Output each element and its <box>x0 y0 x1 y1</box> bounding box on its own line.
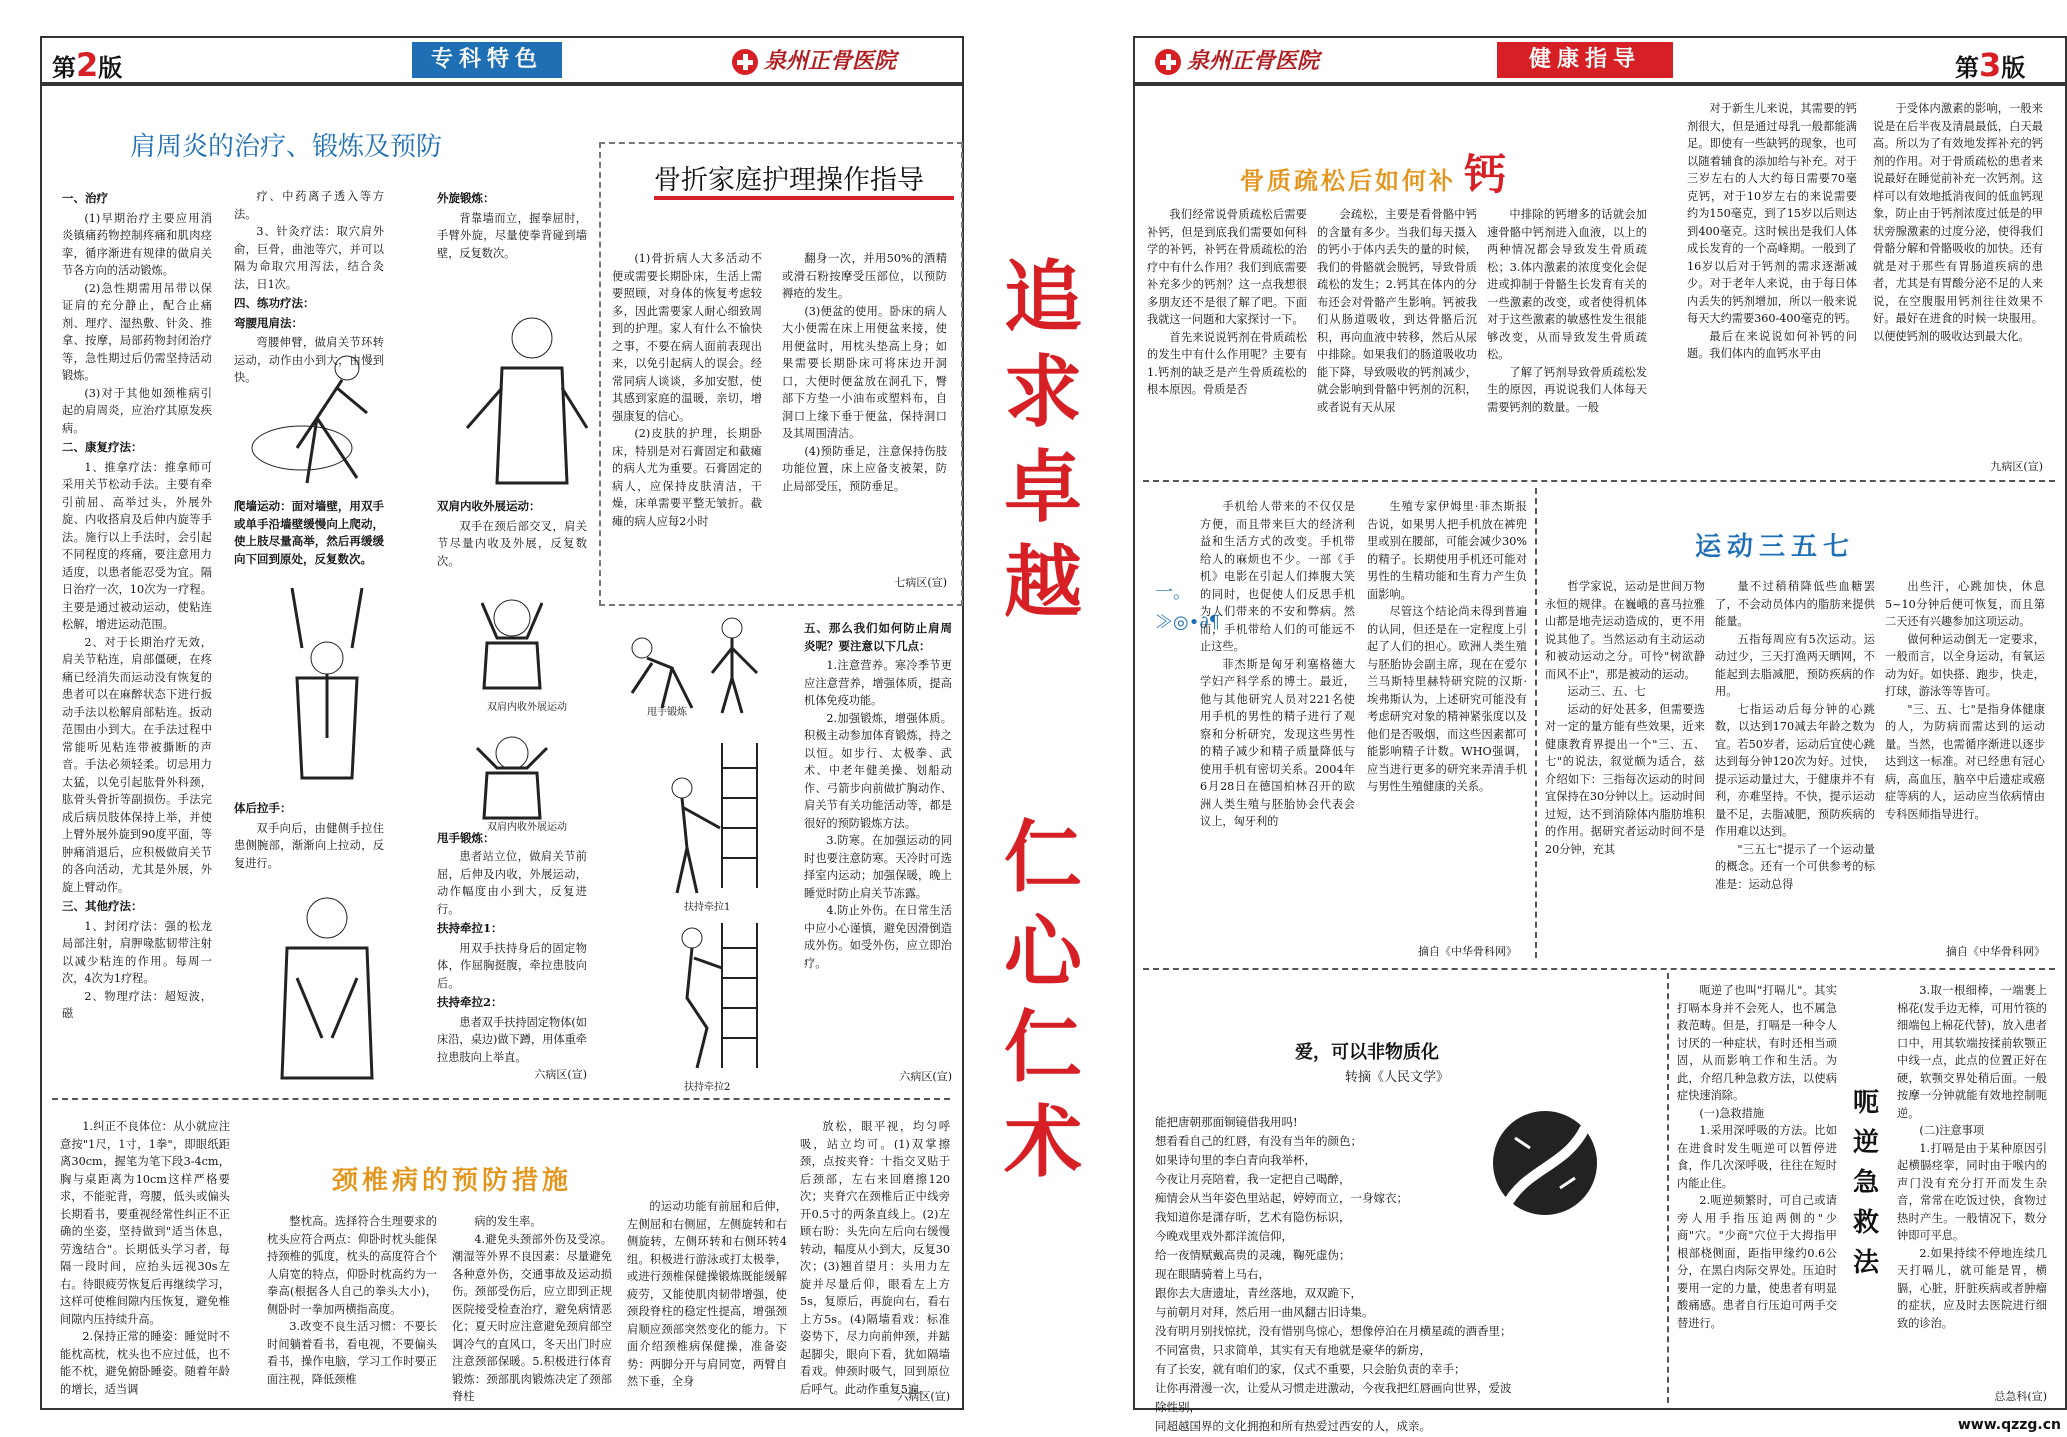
column-title: 健康指导 <box>1497 42 1673 78</box>
subheading: 三、其他疗法： <box>62 899 143 913</box>
fracture-col-1: (1)骨折病人大多活动不便或需要长期卧床，生活上需要照顾，对身体的恢复考虑较多，因此需要家人耐心细致周到的护理。家人有什么不愉快之事，不要在病人面前表现出来，以免引起病人的误会。经常同病人谈谈，多加安慰，使其感到家庭的温暖，亲切，增强康复的信心。 (2)皮肤的护理，长期卧床，特别是对石膏固定和截瘫的病人尤为重要。石膏固定的病人，应保持皮肤清洁，干燥，床单需要平整无皱折。截瘫的病人应每2小时 <box>612 252 762 528</box>
exercise-col-2: 量不过稍稍降低些血糖罢了，不会动员体内的脂肪来提供能量。 五指每周应有5次运动。运动过少，三天打渔两天晒网，不能起到去脂减肥，预防疾病的作用。 七指运动后每分钟的心跳数，以达到170减去年龄之数为宜。若50岁者，运动后宜使心跳达到每分钟120次为好。过快，提示运动量过大，于健康并不有利，亦难坚持。不快，提示运动量不足，去脂减肥，预防疾病的作用难以达到。 "三五七"提示了一个运动量的概念。还有一个可供参考的标准是：运动总得 <box>1715 580 1875 891</box>
fracture-col-2: 翻身一次，并用50%的酒精或滑石粉按摩受压部位，以预防褥疮的发生。 (3)便盆的使用。卧床的病人大小便需在床上用便盆来接，使用便盆时，用枕头垫高上身；如果需要长期卧床可将床边开洞口，大便时便盆放在洞孔下，臀部下方垫一小油布或塑料布，自洞口上缘下垂于便盆，保持洞口及其周围清洁。 (4)预防垂足，注意保持伤肢功能位置，床上应备支被架，防止局部受压，预防垂足。 <box>782 252 947 493</box>
calcium-col-1: 我们经常说骨质疏松后需要补钙，但是到底我们需要如何科学的补钙，补钙在骨质疏松的治疗中有什么作用？我们到底需要补充多少的钙剂？这一点我想很多朋友还不是很了解了吧。下面我就这一问题和大家探讨一下。 首先来说说钙剂在骨质疏松的发生中有什么作用呢？主要有1.钙剂的缺乏是产生骨质疏松的根本原因。骨质是否 <box>1147 208 1307 396</box>
behind-back-figure <box>262 888 392 1088</box>
shoulder-col-2 <box>234 188 384 384</box>
calcium-col-3: 中排除的钙增多的话就会加速骨骼中钙剂进入血液，以上的两种情况都会导致发生骨质疏松；3.体内激素的浓度变化会促进或抑制于骨骼生长发育有关的一些激素的改变，或者使得机体对于这些激素的敏感性发生很能够改变，从而导致发生骨质疏松。 了解了钙剂导致骨质疏松发生的原因，再说说我们人体每天需要钙剂的数量。一般 <box>1487 208 1647 414</box>
paragraph: 患者站立位，做肩关节前屈，后伸及内收，外展运动，动作幅度由小到大，反复进行。 <box>437 850 587 916</box>
subheading: 弯腰甩肩法： <box>234 315 303 330</box>
cervical-title: 颈椎病的预防措施 <box>332 1166 573 1196</box>
edition-label: 第2版 <box>52 46 123 84</box>
paragraph: 3、针灸疗法：取穴肩外俞，巨骨，曲池等穴，并可以隔为命取穴用泻法，结合灸法，日1次。 <box>234 225 384 291</box>
external-rotation-figure <box>462 308 592 488</box>
red-cross-icon <box>1155 49 1181 75</box>
cervical-col-3: 病的发生率。 4.避免头颈部外伤及受凉。潮湿等外界不良因素：尽量避免各种意外伤，交通事故及运动损伤。颈部受伤后，应立即到正规医院接受检查治疗，避免病情恶化；夏天时应注意避免颈肩部空调冷气的直风口，冬天出门时应注意颈部保暖。5.积极进行体育锻炼：颈部肌肉锻炼决定了颈部脊柱 <box>452 1215 612 1403</box>
wall-climb-figure <box>272 578 382 788</box>
paragraph: 患者双手扶持固定物体(如床沿，桌边)做下蹲，用体重牵拉患肢向上举直。 <box>437 1015 587 1064</box>
bend-swing-figure <box>247 338 387 488</box>
pull-1-figure <box>652 738 762 898</box>
shoulder-col-1 <box>62 188 212 1093</box>
poem-line: 跟你去大唐遗址，青丝落地，双双跪下， <box>1155 1286 1362 1300</box>
poem-line: 能把唐朝那面铜镜借我用吗! <box>1155 1115 1298 1129</box>
paragraph: 2、对于长期治疗无效，肩关节粘连，肩部僵硬，在疼痛已经消失而运动没有恢复的患者可以在麻醉状态下进行扳动手法以松解肩部粘连。扳动范围由小到大。在手法过程中常能听见粘连带被撕断的声音。手法必须轻柔。切忌用力太猛，以免引起肱骨外科颈，肱骨头骨折等副损伤。手法完成后病员肢体保持上举，并使上臂外展外旋到90度平面，等肿痛消退后，应积极做肩关节的各向活动，尤其是外展，外旋上臂动作。 <box>62 635 212 894</box>
calcium-col-2: 会疏松，主要是看骨骼中钙的含量有多少。当我们每天摄入的钙小于体内丢失的量的时候，我们的骨骼就会脱钙，导致骨质疏松的发生；2.钙其在体内的分布还会对骨骼产生影响。钙被我们从肠道吸收，到达骨骼后沉积，再向血液中转移，然后从尿中排除。如果我们的肠道吸收功能下降，导致吸收的钙剂减少，就会影响到骨骼中钙剂的沉积，或者说有天从尿 <box>1317 208 1477 414</box>
divider-2 <box>1535 488 1537 958</box>
poem-line: 给一夜情赋戴高贵的灵魂，鞠死虚伪； <box>1155 1248 1351 1262</box>
website-watermark: www.qzzg.cn <box>1957 1417 2061 1433</box>
hiccup-source: 总急科(宣) <box>1994 1390 2047 1403</box>
poem-line: 想看看自己的红唇，有没有当年的颜色； <box>1155 1134 1362 1148</box>
divider-4 <box>1667 973 1669 1403</box>
poem-line: 让你再滑漫一次，让爱从习惯走进激动，今夜我把红唇画向世界，爱波除性别， <box>1155 1381 1512 1414</box>
paragraph: 弯腰伸臂，做肩关节环转运动，动作由小到大，由慢到快。 <box>234 336 384 384</box>
page-2-header <box>42 38 962 86</box>
paragraph: 背靠墙而立，握拳屈肘，手臂外旋，尽量使拳背碰到墙壁，反复数次。 <box>437 211 587 260</box>
motto-line-2: 仁心仁术 <box>1003 812 1082 1188</box>
subheading: 双肩内收外展运动： <box>437 499 541 513</box>
subheading: 体后拉手： <box>234 801 292 815</box>
paragraph: 双手在颈后部交叉，肩关节尽量内收及外展，反复数次。 <box>437 519 587 568</box>
shoulder-col-3b <box>437 496 587 576</box>
exercise-col-3: 出些汗，心跳加快，休息5~10分钟后便可恢复，而且第二天还有兴趣参加这项运动。 做何种运动倒无一定要求，一般而言，以全身运动，有氧运动为好。如快搽、跑步，快走，打球，游泳等等皆可。 "三、五、七"是指身体健康的人，为防病而需达到的运动量。当然，也需循序渐进以逐步达到这一标准。对已经患有冠心病，高血压，脑卒中后遗症或癌症等病的人，运动应当依病情由专科医师指导进行。 <box>1885 580 2045 821</box>
subheading: 爬墙运动：面对墙壁，用双手或单手沿墙壁缓慢向上爬动，使上肢尽量高举，然后再缓缓向下回到原处，反复数次。 <box>234 499 384 566</box>
paragraph: 用双手扶持身后的固定物体，作屈胸挺腹，牵拉患肢向后。 <box>437 941 587 990</box>
section-divider <box>52 1098 950 1100</box>
cervical-source: 六病区(宣) <box>897 1390 950 1403</box>
exercise-source: 摘自《中华骨科网》 <box>1946 945 2045 958</box>
motto-line-1: 追求卓越 <box>1003 252 1082 628</box>
shoulder-adduction-figure <box>442 578 582 688</box>
subheading: 扶持牵拉1： <box>437 921 503 935</box>
pull-2-figure <box>652 918 762 1078</box>
fracture-title-rule <box>654 196 954 200</box>
subheading: 四、练功疗法： <box>234 296 315 310</box>
phone-side-decoration: 一。≫◎•∂¶ <box>1155 582 1221 633</box>
shoulder-col-3c <box>437 848 587 1081</box>
shoulder-adduction-figure-2 <box>442 718 582 818</box>
red-cross-icon <box>732 49 758 75</box>
phone-source: 摘自《中华骨科网》 <box>1418 945 1517 958</box>
subheading: 外旋锻炼： <box>437 191 495 205</box>
caption-adduction: 双肩内收外展运动 <box>487 702 567 713</box>
shoulder-col-2b <box>234 496 384 566</box>
poem-line: 痴情会从当年姿色里站起，婷婷而立，一身嫁衣； <box>1155 1191 1408 1205</box>
exercise-title: 运动三五七 <box>1695 532 1856 562</box>
hospital-logo: 泉州正骨医院 <box>1155 44 1319 75</box>
swing-label: 甩手锻炼： <box>437 831 495 845</box>
poem-line: 如果诗句里的李白青向我举杯， <box>1155 1153 1316 1167</box>
cervical-col-4: 的运动功能有前屈和后伸，左侧屈和右侧屈，左侧旋转和右侧旋转，左侧环转和右侧环转4组。积极进行游泳或打太极拳，或进行颈椎保健操锻炼既能缓解疲劳，又能使肌肉韧带增强，使颈段脊柱的稳定性提高，增强颈肩顺应颈部突然变化的能力。下面介绍颈椎病保健操，准备姿势：两脚分开与肩同宽，两臂自然下垂，全身 <box>627 1200 787 1388</box>
hospital-logo: 泉州正骨医院 <box>732 44 896 75</box>
poem-title: 爱，可以非物质化 <box>1295 1042 1439 1063</box>
fracture-source: 七病区(宣) <box>894 576 947 589</box>
subheading: 扶持牵拉2： <box>437 995 503 1009</box>
paragraph: 2、物理疗法：超短波，磁 <box>62 989 212 1020</box>
prevention-source: 六病区(宣) <box>899 1070 952 1083</box>
shoulder-col-2c <box>234 798 384 878</box>
divider-3 <box>1143 968 2055 970</box>
hiccup-title: 呃逆急救法 <box>1853 1088 1880 1278</box>
phone-col-2: 生殖专家伊姆里·菲杰斯报告说，如果男人把手机放在裤兜里或别在腰部，可能会减少30%的精子。长期使用手机还可能对男性的生精功能和生育力产生负面影响。 尽管这个结论尚未得到普遍的认同，但还是在一定程度上引起了人们的担心。欧洲人类生殖与胚胎协会副主席，现在在爱尔兰马斯特里赫特研究院的汉斯·埃弗斯认为，上述研究可能没有考虑研究对象的精神紧张度以及他们是否吸烟，而这些因素都可能影响精子计数。WHO强调，应当进行更多的研究来弄清手机与男性生殖健康的关系。 <box>1367 500 1527 793</box>
paragraph: 1、封闭疗法：强的松龙局部注射，肩胛喙肱韧带注射以减少粘连的作用。每周一次，4次为1疗程。 <box>62 919 212 985</box>
shoulder-title: 肩周炎的治疗、锻炼及预防 <box>130 132 443 162</box>
hiccup-col-2: 3.取一根细棒，一端裹上棉花(发手边无棒，可用竹筷的细端包上棉花代替)，放入患者口中，用其软端按揉前软颚正中线一点，此点的位置正好在硬，软颚交界处稍后面。一般按摩一分钟就能有效地控制呃逆。 (二)注意事项 1.打嗝是由于某种原因引起横膈痉挛，同时由于喉内的声门没有充分打开而发生杂音，常常在吃饭过快，食物过热时产生。一般情况下，数分钟即可平息。 2.如果持续不停地连续几天打嗝儿，就可能是胃，横膈，心脏，肝脏疾病或者肿瘤的症状，应及时去医院进行细致的诊治。 <box>1897 984 2047 1330</box>
calcium-title: 骨质疏松后如何补 钙 <box>1240 150 1510 199</box>
calcium-col-5: 于受体内激素的影响，一般来说是在后半夜及清晨最低，白天最高。所以为了有效地发挥补充的钙剂的作用。对于骨质疏松的患者来说最好在睡觉前补充一次钙剂。这样可以有效地抵消夜间的低血钙现象，防止由于钙剂浓度过低是的甲状旁腺激素的过度分泌，使得我们骨骼分解和骨骼吸收的加快。还有就是对于那些有胃肠道疾病的患者，尤其是有胃酸分泌不足的人来说，在空腹服用钙剂往往效果不好。最好在进食的时候一块服用。以便使钙剂的吸收达到最大化。 <box>1873 102 2043 343</box>
poem-line: 有了长安，就有咱们的家，仅式不重要，只会胎负责的幸手； <box>1155 1362 1466 1376</box>
poem-line: 今晚戏里戏外都洋流信仰， <box>1155 1229 1293 1243</box>
poem-line: 不同富贵，只求简单，其实有天有地就是豪华的新房， <box>1155 1343 1431 1357</box>
page-3-header <box>1135 38 2065 86</box>
poem-line: 我知道你是潇存昕，艺术有隐伤标识， <box>1155 1210 1351 1224</box>
paragraph: 疗、中药离子透入等方法。 <box>234 190 384 221</box>
paragraph: 1、推拿疗法：推拿师可采用关节松动手法。主要有牵引前屈、高举过头，外展外旋、内收搭肩及后伸内旋等手法。施行以上手法时，会引起不同程度的疼痛，要注意用力适度，以患者能忍受为宜。隔日治疗一次，10次为一疗程。主要是通过被动运动，使粘连松解，增进运动范围。 <box>62 460 212 631</box>
paragraph: (3)对于其他如颈椎病引起的肩周炎，应治疗其原发疾病。 <box>62 386 212 435</box>
cervical-col-5: 放松，眼平视，均匀呼吸，站立均可。(1)双掌擦颈，点按夹脊：十指交叉贴于后颈部，左右来回磨擦120次；夹脊穴在颈椎后正中线旁开0.5寸的两条直线上。(2)左顾右盼：头先向左后向右缓慢转动，幅度从小到大，反复30次；(3)翘首望月：头用力左旋并尽量后仰，眼看左上方5s，复原后，再旋向右，看右上方5s。(4)隔墙看戏：标准姿势下，尽力向前伸颈，并踮起脚尖，眼向下看，犹如隔墙看戏。伸颈时吸气，回到原位后呼气。此动作重复5遍。 <box>800 1120 950 1396</box>
paragraph: (2)急性期需用吊带以保证肩的充分静止，配合止痛剂、理疗、湿热敷、针灸、推拿、按摩，局部药物封闭治疗等，急性期过后仍需坚持活动锻炼。 <box>62 281 212 382</box>
edition-label: 第3版 <box>1955 46 2026 84</box>
poem-line: 今夜让月亮陪着，我一定把自己喝醉， <box>1155 1172 1351 1186</box>
poem-line: 没有明月别找惊扰，没有惜别鸟惊心，想像停泊在月横星疏的酒香里； <box>1155 1324 1512 1338</box>
poem-subtitle: 转摘《人民文学》 <box>1345 1070 1450 1085</box>
caption-adduction-2: 双肩内收外展运动 <box>487 822 567 833</box>
shoulder-source: 六病区(宣) <box>534 1068 587 1081</box>
poem-line: 与前朝月对拜，然后用一曲风翻古旧诗集。 <box>1155 1305 1374 1319</box>
prevention-col: 五、那么我们如何防止肩周炎呢？要注意以下几点： 1.注意营养。寒冷季节更应注意营养，增强体质，提高机体免疫功能。 2.加强锻炼，增强体质。积极主动参加体育锻炼，持之以恒。如步行、太极拳、武术、中老年健美操、划船动作、弓箭步向前做扩胸动作、肩关节有关功能活动等，都是很好的预防锻炼方法。 3.防寒。在加强运动的同时也要注意防寒。天冷时可选择室内运动；加强保暖，晚上睡觉时防止肩关节冻露。 4.防止外伤。在日常生活中应小心谨慎，避免因滑倒造成外伤。如受外伤，应立即治疗。 <box>804 621 952 970</box>
calcium-col-4: 对于新生儿来说，其需要的钙剂很大，但是通过母乳一般都能满足。即使有一些缺钙的现象，也可以随着辅食的添加给与补充。对于三岁左右的人大约每日需要70毫克钙，对于10岁左右的来说需要约为150毫克，到了15岁以后则达到400毫克。这时候出是我们人体成长发育的一个高峰期。一般到了16岁以后对于钙剂的需求逐渐减少。对于老年人来说，由于每日体内丢失的钙剂增加，所以一般来说每天大约需要360-400毫克的钙。 最后在来说说如何补钙的问题。我们体内的血钙水平由 <box>1687 102 1857 360</box>
hiccup-col-1: 呃逆了也叫"打嗝儿"。其实打嗝本身并不会死人，也不属急救范畴。但是，打嗝是一种令人讨厌的一种症状，有时还相当顽固，从而影响工作和生活。为此，介绍几种急救方法，以使病症快速消除。 (一)急救措施 1.采用深呼吸的方法。比如在进食时发生呃逆可以暂停进食，作几次深呼吸，往往在短时内能止住。 2.呃逆频繁时，可自己或请旁人用手指压迫两侧的"少商"穴。"少商"穴位于大拇指甲根部桡侧面，距指甲缘约0.6公分，在黑白肉际交界处。压迫时要用一定的力量，使患者有明显酸痛感。患者自行压迫可两手交替进行。 <box>1677 984 1837 1330</box>
poem-line: 现在眼睛骑着上马右， <box>1155 1267 1270 1281</box>
caption-pull-2: 扶持牵拉2 <box>684 1082 731 1093</box>
calcium-source: 九病区(宣) <box>1990 460 2043 473</box>
subheading: 二、康复疗法： <box>62 440 143 454</box>
cervical-col-1: 1.纠正不良体位：从小就应注意按"1尺，1寸，1拳"，即眼纸距离30cm，握笔为笔下段3-4cm，胸与桌距离为10cm这样严格要求，不能驼背，弯腰，低头或偏头长期看书，要重视经常性纠正不正确的坐姿，坚持做到"适当休息，劳逸结合"。长期低头学习者，每隔一段时间，应抬头远视30s左右。待眼疲劳恢复后再继续学习，这样可使椎间隙内压恢复，避免椎间隙内压持续升高。 2.保持正常的睡姿：睡觉时不能枕高枕，枕头也不应过低，也不能不枕，避免俯卧睡姿。随着年龄的增长，适当调 <box>60 1120 230 1396</box>
poem-body <box>1155 1113 1515 1436</box>
poem-line: 同超越国界的文化拥抱和所有热爱过西安的人，成亲。 <box>1155 1419 1431 1433</box>
caption-pull-1: 扶持牵拉1 <box>684 902 731 913</box>
caption-swing: 甩手锻炼 <box>647 707 687 718</box>
subheading: 一、治疗 <box>62 191 108 205</box>
cervical-col-2: 整枕高。选择符合生理要求的枕头应符合两点：仰卧时枕头能保持颈椎的弧度，枕头的高度符合个人肩宽的特点，仰卧时枕高约为一拳高(根据各人自己的拳头大小)，侧卧时一拳加两横指高度。 3.改变不良生活习惯：不要长时间躺着看书，看电视，不要偏头看书，操作电脑，学习工作时要正面注视，降低颈椎 <box>267 1215 437 1386</box>
shoulder-col-3 <box>437 188 587 268</box>
exercise-col-1: 哲学家说，运动是世间万物永恒的规律。在巍峨的喜马拉雅山都是地壳运动造成的，更不用说其他了。当然运动有主动运动和被动运动之分。可怜"树欲静而风不止"，那是被动的运动。 运动三、五、七 运动的好处甚多，但需要选对一定的量方能有些效果，近来健康教育界提出一个"三、五、七"的说法，叙觉颇为适合，兹介绍如下：三指每次运动的时间宜保持在30分钟以上。运动时间过短，达不到消除体内脂肪堆积的作用。据研究者运动时间不是20分钟，充其 <box>1545 580 1705 856</box>
phone-col-1: 手机给人带来的不仅仅是方便，而且带来巨大的经济利益和生活方式的改变。手机带给人的麻烦也不少。一部《手机》电影在引起人们捧腹大笑的同时，也促使人们反思手机为人们带来的不安和弊病。然而，手机带给人们的可能远不止这些。 菲杰斯是匈牙利塞格德大学妇产科学系的博士。最近，他与其他研究人员对221名使用手机的男性的精子进行了观察和分析研究，发现这些男性的精子减少和精子质量降低与使用手机有密切关系。2004年6月28日在德国柏林召开的欧洲人类生殖与胚胎协会代表会议上，匈牙利的 <box>1200 500 1355 828</box>
page-2 <box>40 36 964 1410</box>
column-title: 专科特色 <box>412 42 562 78</box>
divider-1 <box>1143 480 2055 482</box>
paragraph: (1)早期治疗主要应用消炎镇痛药物控制疼痛和肌肉痉挛，循序渐进有规律的做肩关节各方向的活动锻炼。 <box>62 211 212 277</box>
swing-arms-figure <box>602 608 772 718</box>
paragraph: 双手向后，由健侧手拉住患侧腕部，渐渐向上拉动，反复进行。 <box>234 821 384 870</box>
fracture-title: 骨折家庭护理操作指导 <box>654 165 924 196</box>
